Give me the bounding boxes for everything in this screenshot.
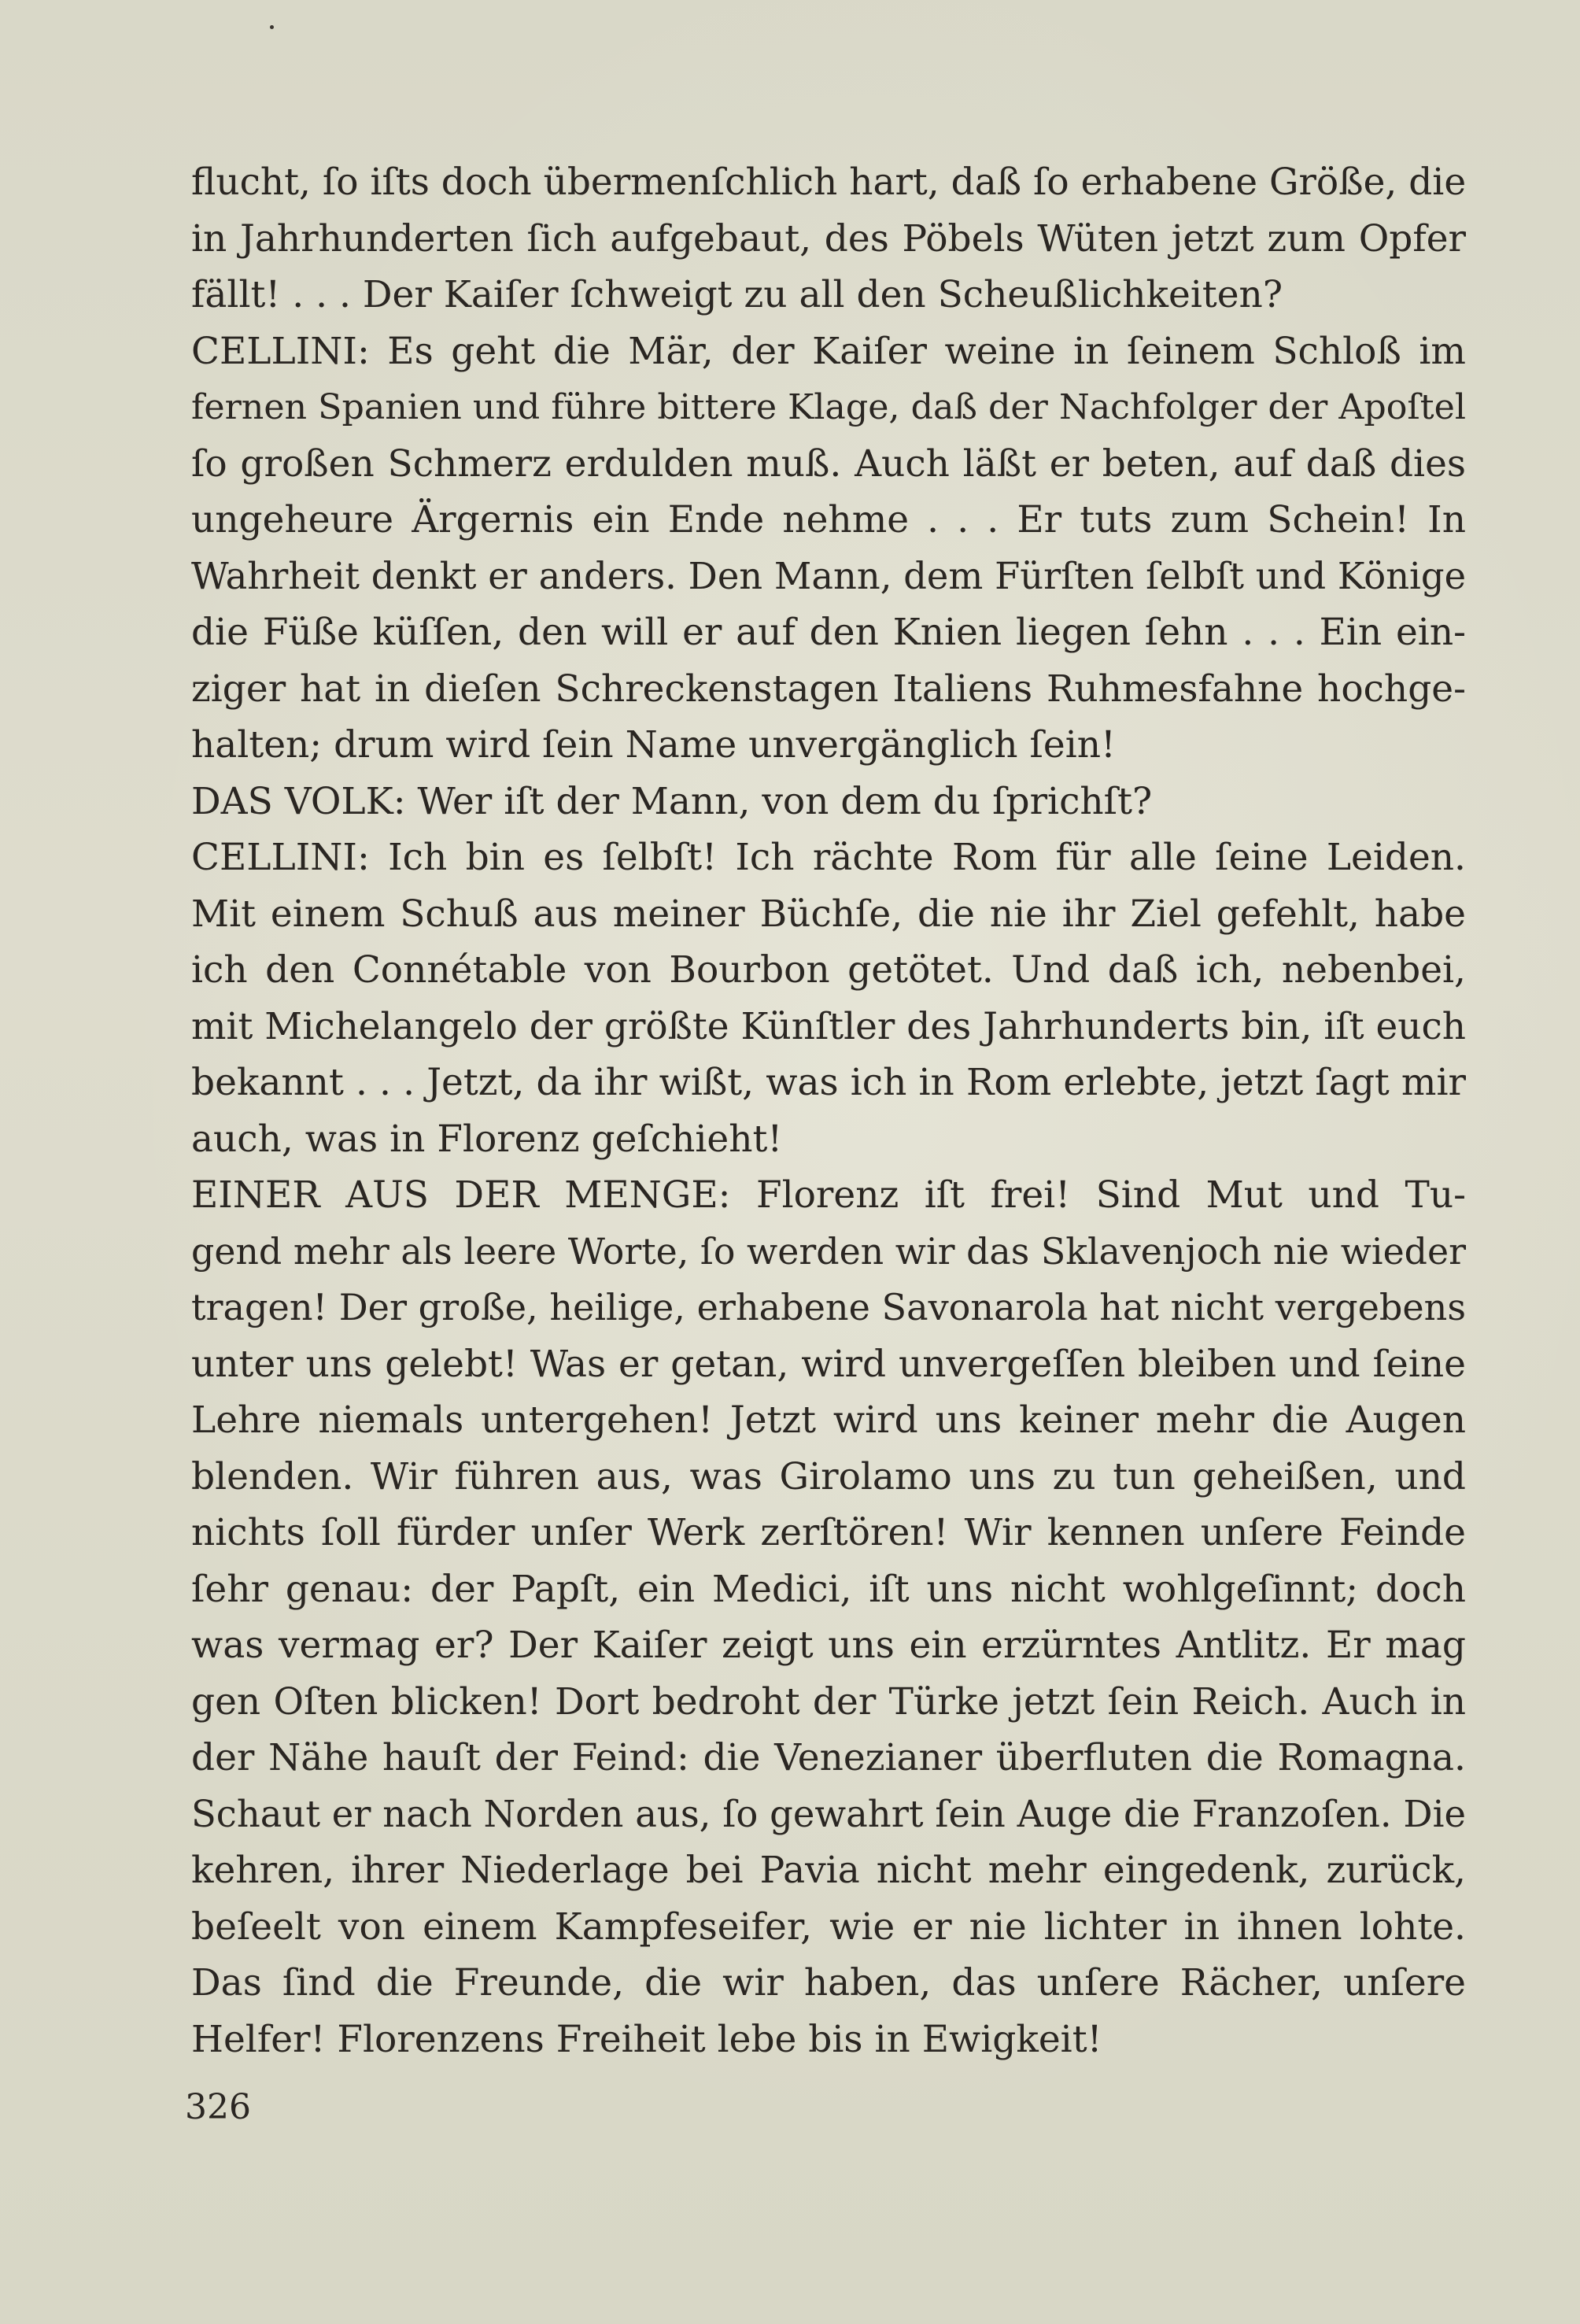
text-line: ungeheure Ärgernis ein Ende nehme . . . Er tuts zum Schein! In: [191, 498, 1466, 541]
text-line: mit Michelangelo der größte Künſtler des Jahrhunderts bin, iſt euch: [191, 1004, 1466, 1048]
text-line: halten; drum wird ſein Name unvergänglich ſein!: [191, 723, 1116, 767]
text-line: Lehre niemals untergehen! Jetzt wird uns keiner mehr die Augen: [191, 1398, 1466, 1442]
ink-speck: [270, 25, 274, 29]
page-number: 326: [185, 2087, 251, 2127]
text-line: Helfer! Florenzens Freiheit lebe bis in Ewigkeit!: [191, 2017, 1102, 2061]
text-line: Das ſind die Freunde, die wir haben, das unſere Rächer, unſere: [191, 1961, 1466, 2004]
text-line: kehren, ihrer Niederlage bei Pavia nicht mehr eingedenk, zurück,: [191, 1849, 1466, 1892]
text-line: nichts ſoll fürder unſer Werk zerſtören! Wir kennen unſere Feinde: [191, 1511, 1466, 1554]
text-line: ich den Connétable von Bourbon getötet. Und daß ich, nebenbei,: [191, 948, 1466, 992]
text-line: gen Oſten blicken! Dort bedroht der Türke jetzt ſein Reich. Auch in: [191, 1679, 1466, 1724]
text-line: bekannt . . . Jetzt, da ihr wißt, was ich in Rom erlebte, jetzt ſagt mir: [191, 1061, 1466, 1104]
text-line: tragen! Der große, heilige, erhabene Savonarola hat nicht vergebens: [191, 1286, 1466, 1328]
text-line: flucht, ſo iſts doch übermenſchlich hart, daß ſo erhabene Größe, die: [191, 161, 1467, 204]
text-line: Schaut er nach Norden aus, ſo gewahrt ſein Auge die Franzoſen. Die: [191, 1792, 1466, 1835]
text-line: EINER AUS DER MENGE: Florenz iſt frei! Sind Mut und Tu-: [191, 1173, 1466, 1217]
text-line: beſeelt von einem Kampfeseifer, wie er nie lichter in ihnen lohte.: [191, 1905, 1466, 1949]
text-line: Wahrheit denkt er anders. Den Mann, dem Fürſten ſelbſt und Könige: [191, 554, 1466, 597]
text-line: ſo großen Schmerz erdulden muß. Auch läßt er beten, auf daß dies: [191, 442, 1466, 486]
text-line: CELLINI: Es geht die Mär, der Kaiſer weine in ſeinem Schloß im: [191, 329, 1466, 373]
text-line: gend mehr als leere Worte, ſo werden wir das Sklavenjoch nie wieder: [191, 1229, 1466, 1273]
text-line: was vermag er? Der Kaiſer zeigt uns ein erzürntes Antlitz. Er mag: [191, 1624, 1466, 1667]
text-line: der Nähe hauſt der Feind: die Venezianer überfluten die Romagna.: [191, 1736, 1466, 1779]
text-line: DAS VOLK: Wer iſt der Mann, von dem du ſprichſt?: [191, 779, 1153, 823]
text-line: in Jahrhunderten ſich aufgebaut, des Pöbels Wüten jetzt zum Opfer: [191, 216, 1466, 260]
text-line: fernen Spanien und führe bittere Klage, daß der Nachfolger der Apoſtel: [191, 387, 1466, 427]
text-line: die Füße küſſen, den will er auf den Knien liegen ſehn . . . Ein ein-: [191, 611, 1466, 654]
text-line: CELLINI: Ich bin es ſelbſt! Ich rächte Rom für alle ſeine Leiden.: [191, 836, 1466, 879]
text-line: unter uns gelebt! Was er getan, wird unvergeſſen bleiben und ſeine: [191, 1342, 1466, 1386]
text-line: ziger hat in dieſen Schreckenstagen Italiens Ruhmesfahne hochge-: [191, 667, 1466, 711]
body-text: [191, 154, 1466, 2067]
text-line: blenden. Wir führen aus, was Girolamo uns zu tun geheißen, und: [191, 1454, 1466, 1498]
text-line: Mit einem Schuß aus meiner Büchſe, die nie ihr Ziel gefehlt, habe: [191, 892, 1466, 936]
text-line: ſehr genau: der Papſt, ein Medici, iſt uns nicht wohlgeſinnt; doch: [191, 1567, 1466, 1611]
text-line: fällt! . . . Der Kaiſer ſchweigt zu all den Scheußlichkeiten?: [191, 273, 1283, 316]
text-line: auch, was in Florenz geſchieht!: [191, 1117, 783, 1161]
